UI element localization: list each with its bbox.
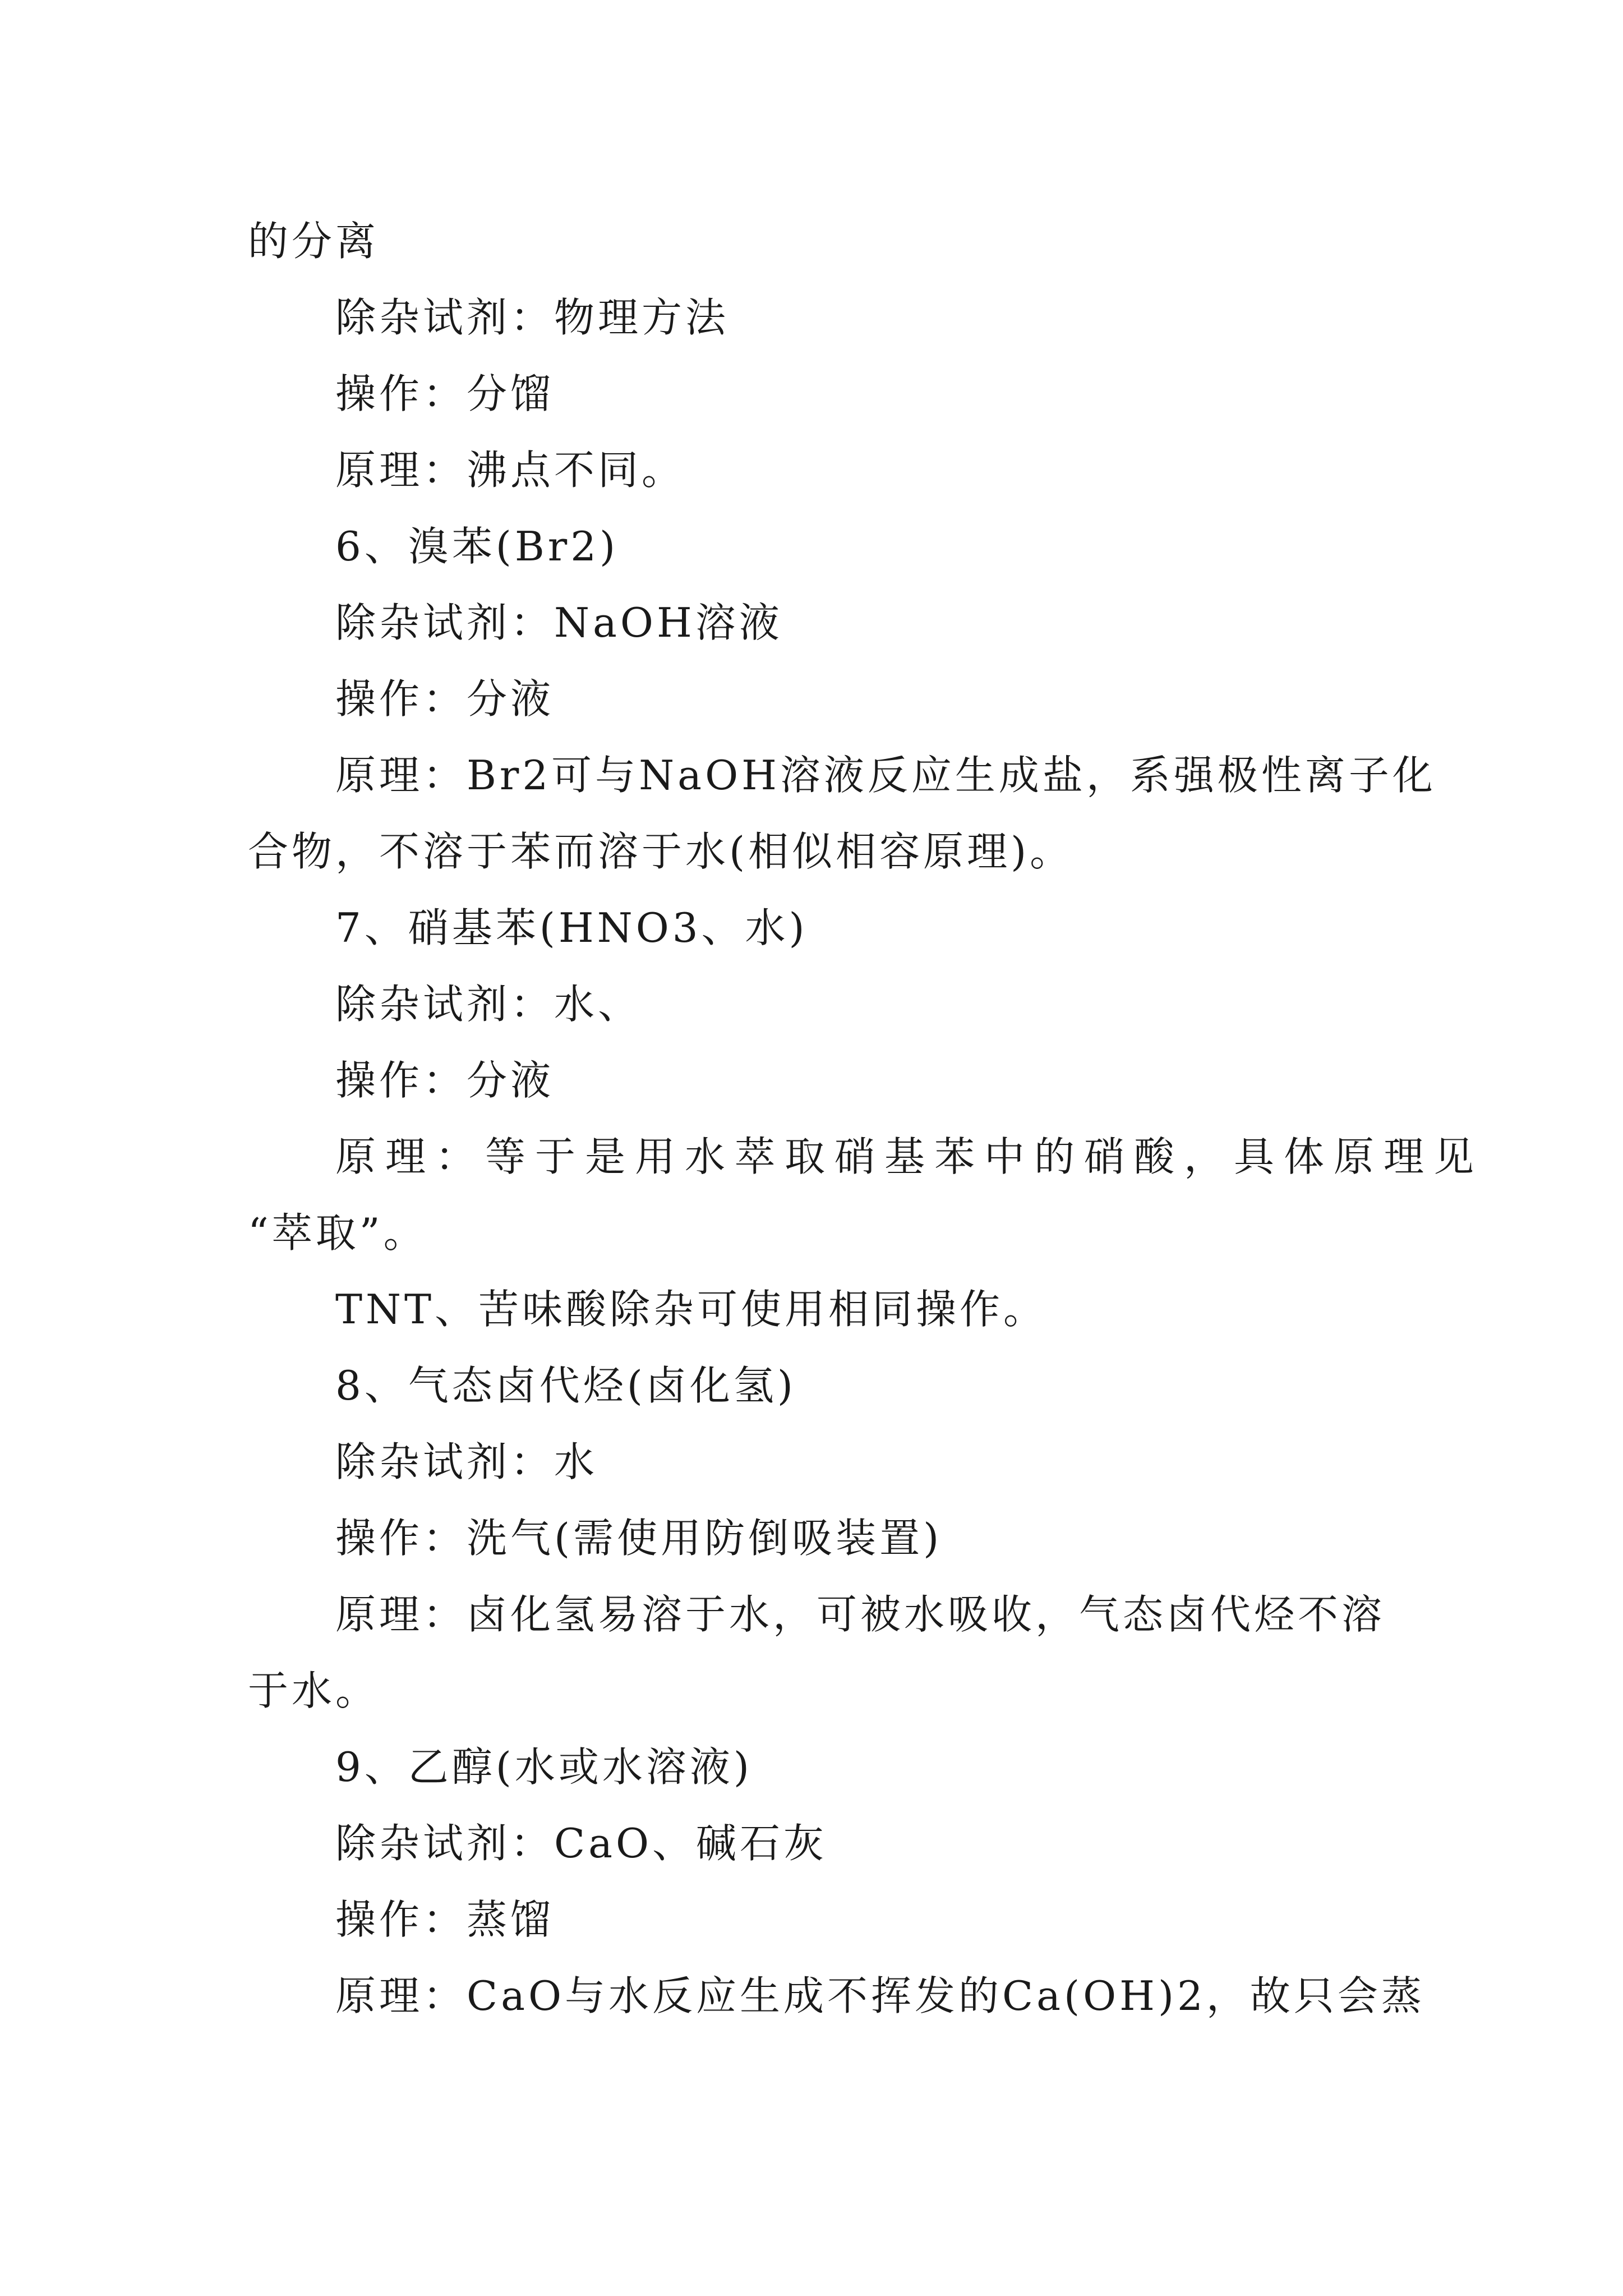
text-line-continuation: 的分离: [248, 218, 380, 265]
text-line-reagent: 除杂试剂：水、: [335, 981, 642, 1028]
text-line-principle: 原理：等于是用水萃取硝基苯中的硝酸，具体原理见: [335, 1133, 1484, 1180]
text-line-principle: 原理：CaO与水反应生成不挥发的Ca(OH)2，故只会蒸: [335, 1972, 1425, 2019]
text-line-principle-continued: 于水。: [248, 1667, 380, 1714]
text-line-operation: 操作：分馏: [335, 370, 555, 417]
text-line-operation: 操作：蒸馏: [335, 1896, 555, 1943]
text-line-operation: 操作：分液: [335, 1057, 555, 1104]
text-line-reagent: 除杂试剂：NaOH溶液: [335, 599, 783, 646]
item-heading-7: 7、硝基苯(HNO3、水): [335, 904, 808, 951]
text-line-principle: 原理：沸点不同。: [335, 447, 686, 494]
text-line-reagent: 除杂试剂：CaO、碱石灰: [335, 1820, 828, 1867]
text-line-principle: 原理：Br2可与NaOH溶液反应生成盐，系强极性离子化: [335, 752, 1436, 799]
item-heading-8: 8、气态卤代烃(卤化氢): [335, 1362, 796, 1409]
text-line-principle-continued: 合物，不溶于苯而溶于水(相似相容原理)。: [248, 828, 1074, 875]
item-heading-9: 9、乙醇(水或水溶液): [335, 1743, 753, 1791]
text-line-principle-continued: “萃取”。: [248, 1209, 427, 1257]
text-line-operation: 操作：分液: [335, 675, 555, 723]
text-line-operation: 操作：洗气(需使用防倒吸装置): [335, 1515, 943, 1562]
text-line-note: TNT、苦味酸除杂可使用相同操作。: [335, 1286, 1048, 1333]
text-line-reagent: 除杂试剂：水: [335, 1438, 598, 1485]
text-line-principle: 原理：卤化氢易溶于水，可被水吸收，气态卤代烃不溶: [335, 1591, 1386, 1638]
text-line-reagent: 除杂试剂：物理方法: [335, 294, 730, 341]
item-heading-6: 6、溴苯(Br2): [335, 523, 619, 570]
